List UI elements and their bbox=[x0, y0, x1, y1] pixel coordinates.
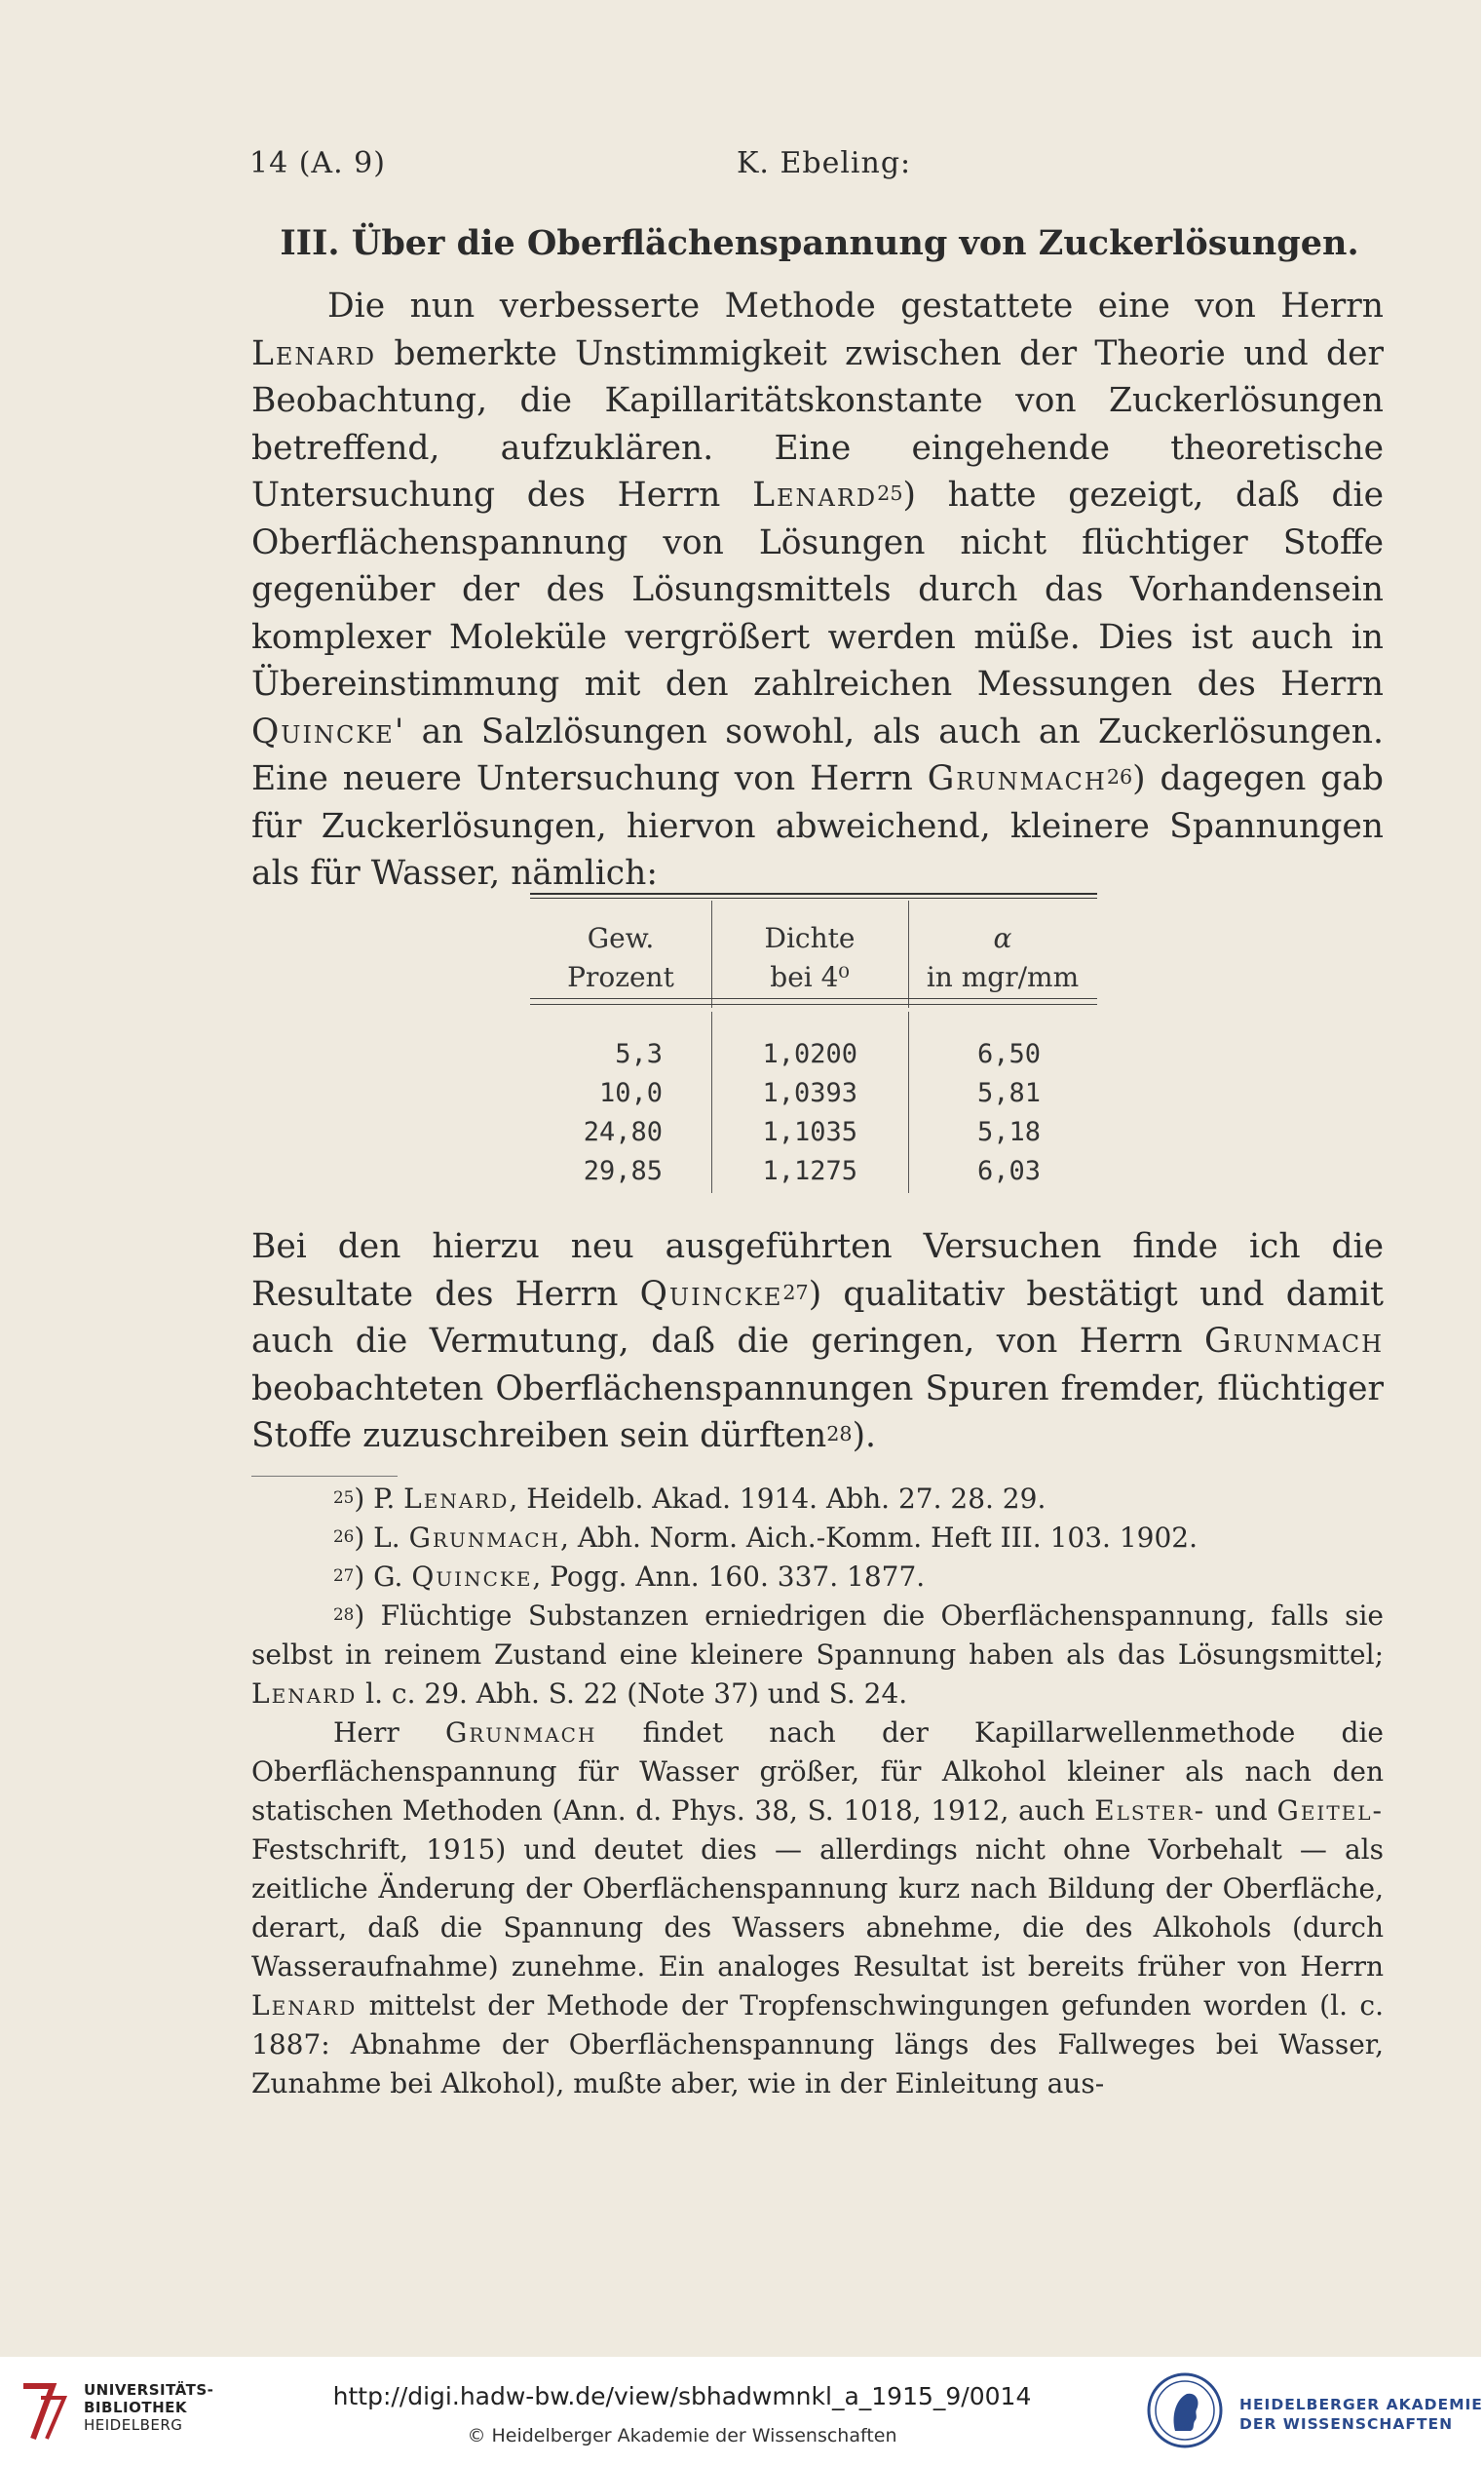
table-cell: 10,0 bbox=[598, 1078, 663, 1108]
footnote-27 bbox=[251, 1558, 1384, 1597]
footnote-ref: 27 bbox=[782, 1280, 809, 1304]
table-cell: 1,1035 bbox=[762, 1117, 857, 1147]
table-top-rule-2 bbox=[530, 898, 1097, 899]
academy-name-line: HEIDELBERGER AKADEMIE bbox=[1239, 2396, 1483, 2413]
table-cell: 24,80 bbox=[583, 1117, 663, 1147]
header-col2-line1: Dichte bbox=[764, 922, 856, 954]
footnotes bbox=[251, 1480, 1384, 2103]
text-run: findet nach der Kapillarwellenmethode die Oberflächenspannung für Wasser größer, für Alkohol kleiner als nach den statischen Methoden (Ann. d. Phys. 38, S. 1018, 1912, auch bbox=[251, 1716, 1384, 1827]
library-name-line: BIBLIOTHEK bbox=[84, 2399, 187, 2416]
author-name: Geitel- bbox=[1276, 1794, 1385, 1827]
footnote-number: 27 bbox=[333, 1565, 355, 1585]
table-cell: 1,0200 bbox=[762, 1039, 857, 1069]
author-name: Lenard bbox=[251, 333, 377, 373]
university-library-name bbox=[84, 2381, 213, 2434]
footnote-ref: 25 bbox=[877, 481, 903, 505]
paragraph-results bbox=[251, 1223, 1384, 1460]
author-name: Lenard bbox=[251, 1989, 358, 2022]
table-cell: 5,3 bbox=[615, 1039, 663, 1069]
table-cell: 6,50 bbox=[976, 1039, 1041, 1069]
author-name: Grunmach bbox=[444, 1716, 597, 1749]
table-cell: 5,81 bbox=[976, 1078, 1041, 1108]
text-run: , Heidelb. Akad. 1914. Abh. 27. 28. 29. bbox=[509, 1483, 1046, 1515]
library-name-line: UNIVERSITÄTS- bbox=[84, 2381, 214, 2399]
table-top-rule bbox=[530, 893, 1097, 895]
text-run: bemerkte Unstimmigkeit zwischen der Theorie und der Beobachtung, die Kapillaritätskonstante von Zuckerlösungen betreffend, aufzuklären. Eine eingehende theoretische Untersuchung des Herrn bbox=[251, 333, 1384, 515]
text-run: Festschrift, 1915) und deutet dies — allerdings nicht ohne Vorbehalt — als zeitliche Änderung der Oberflächenspannung kurz nach Bildung der Oberfläche, derart, daß die Spannung des Wassers abnehme, die des Alkohols (durch Wasseraufnahme) zunehme. Ein analoges Resultat ist bereits früher von Herrn bbox=[251, 1833, 1384, 1983]
academy-seal-icon bbox=[1146, 2370, 1224, 2450]
copyright-notice: © Heidelberger Akademie der Wissenschaften bbox=[467, 2425, 897, 2446]
author-name: Lenard bbox=[752, 476, 878, 515]
text-run: beobachteten Oberflächenspannungen Spuren fremder, flüchtiger Stoffe zuzuschreiben sein dürften bbox=[251, 1368, 1384, 1455]
academy-name-line: DER WISSENSCHAFTEN bbox=[1239, 2415, 1454, 2433]
section-title: III. Über die Oberflächenspannung von Zuckerlösungen. bbox=[280, 223, 1359, 263]
author-name: Grunmach bbox=[1203, 1322, 1384, 1361]
table-cell: 1,1275 bbox=[762, 1156, 857, 1186]
text-run: ) hatte gezeigt, daß die Oberflächenspannung von Lösungen nicht flüchtiger Stoffe gegenüber der des Lösungsmittels durch das Vorhandensein komplexer Moleküle vergrößert werden müße. Dies ist auch in Übereinstimmung mit den zahlreichen Messungen des Herrn bbox=[251, 476, 1384, 704]
author-name: Quincke bbox=[639, 1274, 783, 1314]
table-cell: 5,18 bbox=[976, 1117, 1041, 1147]
footnote-ref: 28 bbox=[826, 1422, 853, 1445]
footnote-28 bbox=[251, 1597, 1384, 1714]
text-run: ) P. bbox=[354, 1483, 404, 1515]
table-cell: 1,0393 bbox=[762, 1078, 857, 1108]
footnote-25 bbox=[251, 1480, 1384, 1519]
page-number-header: 14 (A. 9) bbox=[249, 146, 386, 180]
text-run: Die nun verbesserte Methode gestattete eine von Herrn bbox=[327, 287, 1384, 326]
text-run: und bbox=[1205, 1794, 1277, 1827]
header-col3-line1: α bbox=[993, 922, 1012, 954]
footnote-26 bbox=[251, 1519, 1384, 1558]
author-name: Grunmach bbox=[927, 759, 1107, 798]
library-name-line: HEIDELBERG bbox=[84, 2416, 183, 2434]
text-run: ) G. bbox=[354, 1560, 412, 1593]
text-run: , Pogg. Ann. 160. 337. 1877. bbox=[532, 1560, 926, 1593]
footnote-28-continued bbox=[251, 1714, 1384, 2103]
text-run: ' an Salzlösungen sowohl, als auch an Zuckerlösungen. Eine neuere Untersuchung von Herrn bbox=[251, 712, 1384, 798]
footnote-number: 26 bbox=[333, 1526, 355, 1546]
text-run: ) L. bbox=[354, 1521, 409, 1554]
text-run: ) Flüchtige Substanzen erniedrigen die Oberflächenspannung, falls sie selbst in reinem Zustand eine kleinere Spannung haben als das Lösungsmittel; bbox=[251, 1599, 1384, 1671]
permalink-url[interactable]: http://digi.hadw-bw.de/view/sbhadwmnkl_a_1915_9/0014 bbox=[332, 2382, 1032, 2410]
author-name: Lenard bbox=[403, 1483, 510, 1515]
author-name: Lenard bbox=[251, 1677, 358, 1710]
header-col2-line2: bei 4⁰ bbox=[770, 961, 850, 993]
text-run: l. c. 29. Abh. S. 22 (Note 37) und S. 24. bbox=[357, 1677, 908, 1710]
table-cell: 6,03 bbox=[976, 1156, 1041, 1186]
footnote-number: 28 bbox=[333, 1604, 355, 1624]
author-running-head: K. Ebeling: bbox=[737, 146, 912, 180]
university-library-logo-icon bbox=[14, 2378, 74, 2446]
header-underline-2 bbox=[530, 1004, 1097, 1005]
footnote-ref: 26 bbox=[1106, 765, 1133, 789]
paragraph-intro bbox=[251, 283, 1384, 898]
text-run: Herr bbox=[333, 1716, 445, 1749]
data-table bbox=[530, 893, 1097, 1201]
text-run: ) dagegen gab für Zuckerlösungen, hiervon abweichend, kleinere Spannungen als für Wasser, nämlich: bbox=[251, 759, 1384, 893]
text-run: mittelst der Methode der Tropfenschwingungen gefunden worden (l. c. 1887: Abnahme der Oberflächenspannung längs des Fallweges bei Wasser, Zunahme bei Alkohol), mußte aber, wie in der Einleitung aus- bbox=[251, 1989, 1384, 2099]
header-col1-line1: Gew. bbox=[587, 922, 655, 954]
author-name: Quincke bbox=[251, 712, 395, 751]
author-name: Grunmach bbox=[408, 1521, 561, 1554]
header-col3-line2: in mgr/mm bbox=[926, 961, 1080, 993]
text-run: , Abh. Norm. Aich.-Komm. Heft III. 103. 1902. bbox=[560, 1521, 1198, 1554]
academy-name bbox=[1239, 2395, 1483, 2434]
header-col1-line2: Prozent bbox=[567, 961, 674, 993]
author-name: Elster- bbox=[1094, 1794, 1206, 1827]
footnote-separator bbox=[251, 1476, 398, 1477]
text-run: ) qualitativ bestätigt und damit auch die Vermutung, daß die geringen, von Herrn bbox=[251, 1274, 1384, 1361]
text-run: ). bbox=[852, 1416, 877, 1455]
header-underline bbox=[530, 998, 1097, 999]
table-cell: 29,85 bbox=[583, 1156, 663, 1186]
footnote-number: 25 bbox=[333, 1487, 355, 1507]
author-name: Quincke bbox=[411, 1560, 533, 1593]
text-run: Bei den hierzu neu ausgeführten Versuchen finde ich die Resultate des Herrn bbox=[251, 1227, 1384, 1314]
